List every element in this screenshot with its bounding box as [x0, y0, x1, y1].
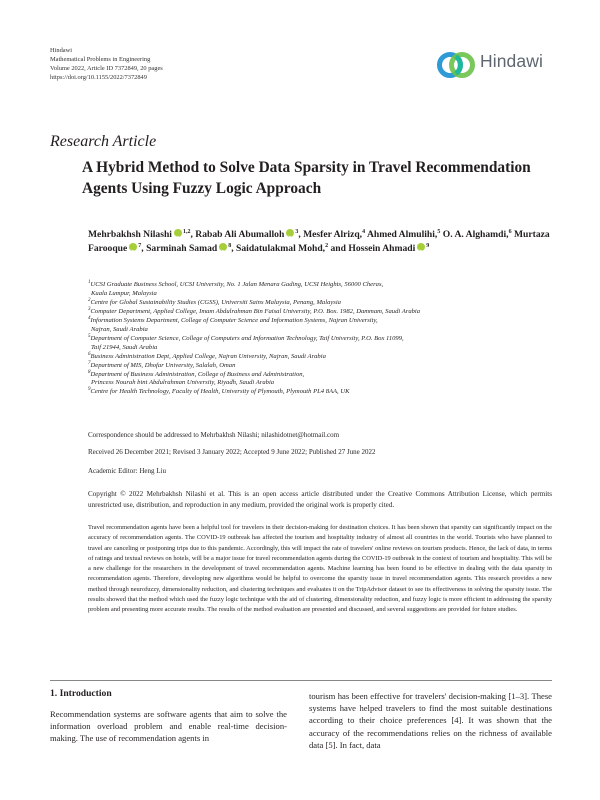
author-affiliation-marker: 2 [325, 243, 329, 249]
column-left [50, 688, 287, 745]
affiliation-item [88, 353, 558, 362]
affiliation-item [88, 317, 558, 335]
author-name: Sarminah Samad [146, 243, 218, 254]
affiliation-item [88, 281, 558, 299]
author-affiliation-marker: 6 [508, 229, 512, 235]
author-name: Mesfer Alrizq, [303, 229, 363, 240]
orcid-icon[interactable] [286, 229, 294, 237]
affiliation-item [88, 371, 558, 389]
author-affiliation-marker: 5 [437, 229, 441, 235]
affiliation-number: 2 [88, 297, 91, 303]
author-name: Murtaza Farooque [88, 229, 550, 254]
volume-line: Volume 2022, Article ID 7372849, 20 pages [50, 65, 163, 72]
affiliation-number: 6 [88, 351, 91, 357]
orcid-icon[interactable] [417, 243, 425, 251]
affiliation-number: 1 [88, 280, 91, 285]
affiliation-number: 8 [88, 369, 91, 375]
author-affiliation-marker: 1,2 [182, 229, 191, 235]
affiliation-line: Department of Computer Science, College of Computers and Information Technology, Taif University, P.O. Box 11099, [90, 334, 404, 342]
affiliation-line: Department of Business Administration, College of Business and Administration, [90, 370, 305, 378]
author-affiliation-marker: 8 [228, 243, 232, 249]
logo-text: Hindawi [480, 51, 543, 71]
affiliation-number: 9 [88, 387, 91, 393]
author-affiliation-marker: 3 [295, 229, 299, 235]
affiliation-item [88, 388, 558, 397]
copyright-notice: Copyright © 2022 Mehrbakhsh Nilashi et al. This is an open access article distributed under the Creative Commons Attribution License, which permits unrestricted use, distribution, and reproduction in any medium, provided the original work is properly cited. [88, 490, 552, 509]
section-divider [50, 680, 552, 681]
author-name: Mehrbakhsh Nilashi [88, 229, 172, 240]
orcid-icon[interactable] [129, 243, 137, 251]
author-name: Rabab Ali Abumalloh [195, 229, 285, 240]
affiliation-line: Business Administration Dept, Applied College, Najran University, Najran, Saudi Arabia [90, 352, 326, 360]
intro-paragraph-left: Recommendation systems are software agents that aim to solve the information overload problem and enable real-time decision-making. The use of recommendation agents in [50, 709, 287, 744]
affiliation-line: Princess Nourah bint Abdulrahman University, Riyadh, Saudi Arabia [91, 379, 275, 387]
hindawi-rings-icon [436, 47, 478, 83]
affiliation-number: 7 [88, 360, 91, 366]
journal-meta [50, 46, 163, 82]
orcid-icon[interactable] [174, 229, 182, 237]
affiliation-item [88, 362, 558, 371]
affiliation-line: Najran, Saudi Arabia [91, 325, 148, 333]
affiliation-line: Centre for Global Sustainability Studies (CGSS), Universiti Sains Malaysia, Penang, Malaysia [90, 298, 341, 306]
author-name: Saidatulakmal Mohd, [236, 243, 326, 254]
author-affiliation-marker: 9 [426, 243, 430, 249]
affiliation-line: Kuala Lumpur, Malaysia [91, 289, 157, 297]
affiliation-number: 4 [88, 315, 91, 321]
affiliation-line: UCSI Graduate Business School, UCSI University, No. 1 Jalan Menara Gading, UCSI Heights, 56000 Cheras, [90, 281, 384, 288]
author-affiliation-marker: 4 [362, 229, 366, 235]
affiliation-line: Computer Department, Applied College, Imam Abdulrahman Bin Faisal University, P.O. Box. 1982, Dammam, Saudi Arabia [90, 307, 421, 315]
author-name: O. A. Alghamdi, [442, 229, 509, 240]
affiliation-number: 5 [88, 333, 91, 339]
affiliation-number: 3 [88, 306, 91, 312]
doi-link[interactable]: https://doi.org/10.1155/2022/7372849 [50, 74, 147, 81]
author-affiliation-marker: 7 [138, 243, 142, 249]
affiliation-item [88, 308, 558, 317]
intro-paragraph-right: tourism has been effective for travelers' decision-making [1–3]. These systems have helped travelers to find the most suitable destinations according to their choice preferences [4]. It was shown that the accuracy of the recommendations relies on the richness of available data [5]. In fact, data [309, 691, 552, 750]
affiliation-line: Information Systems Department, College of Computer Science and Information Systems, Najran University, [90, 316, 378, 324]
dates-line: Received 26 December 2021; Revised 3 January 2022; Accepted 9 June 2022; Published 27 June 2022 [88, 448, 376, 456]
affiliation-item [88, 299, 558, 308]
orcid-icon[interactable] [219, 243, 227, 251]
correspondence-line: Correspondence should be addressed to Mehrbakhsh Nilashi; nilashidotnet@hotmail.com [88, 431, 340, 439]
affiliation-line: Taif 21944, Saudi Arabia [91, 343, 158, 351]
column-right [309, 690, 552, 751]
affiliation-line: Department of MIS, Dhofar University, Salalah, Oman [90, 361, 236, 369]
publisher-name: Hindawi [50, 47, 73, 54]
author-list: Mehrbakhsh NilashiiD $^{1,2}$, Rabab Ali AbumallohiD $^3$, Mesfer Alrizq,$^4$ Ahmed Almulihi,$^5$ O. A. Alghamdi,$^6$ Murtaza FarooqueiD $^7$, Sarminah SamadiD $^8$, Saidatulakmal Mohd,$^2$ and Hossein AhmadiiD $^9$ [88, 228, 558, 256]
section-heading-introduction: 1. Introduction [50, 688, 112, 699]
affiliation-list [88, 281, 558, 397]
author-name: Ahmed Almulihi, [366, 229, 438, 240]
abstract: Travel recommendation agents have been a helpful tool for travelers in their decision-making for destination choices. It has been shown that sparsity can significantly impact on the accuracy of recommendation agents. The COVID-19 outbreak has affected the tourism and hospitality industry of almost all countries in the world. Tourists who have planned to travel are canceling or postponing trips due to this pandemic. Accordingly, this will impact the rate of travelers' online reviews on tourism products. Hence, the lack of data, in terms of ratings and textual reviews on hotels, will be a major issue for travel recommendation agents during the COVID-19 outbreak in the context of tourism and hospitality. This will be a new challenge for the researchers in the development of travel recommendation agents. Machine learning has been found to be effective in dealing with the data sparsity in recommendation agents. Therefore, developing new algorithms would be helpful to overcome the sparsity issue in travel recommendation agents. This research provides a new method through neurofuzzy, dimensionality reduction, and clustering techniques and evaluates it on the TripAdvisor dataset to see its effectiveness in solving the sparsity issue. The results showed that the method which used the fuzzy logic technique with the aid of clustering, dimensionality reduction, and fuzzy logic is more efficient in addressing the sparsity problem and presenting more accurate results. The results of the method evaluation are presented and discussed, and several suggestions are provided for future studies. [88, 524, 552, 614]
author-name: and Hossein Ahmadi [330, 243, 416, 254]
affiliation-line: Centre for Health Technology, Faculty of Health, University of Plymouth, Plymouth PL4 8AA, UK [90, 388, 350, 396]
article-title: A Hybrid Method to Solve Data Sparsity in Travel Recommendation Agents Using Fuzzy Logic Approach [82, 159, 531, 197]
journal-name: Mathematical Problems in Engineering [50, 56, 151, 63]
academic-editor-line: Academic Editor: Heng Liu [88, 467, 166, 475]
hindawi-logo [436, 47, 552, 83]
article-type: Research Article [50, 133, 157, 150]
affiliation-item [88, 335, 558, 353]
